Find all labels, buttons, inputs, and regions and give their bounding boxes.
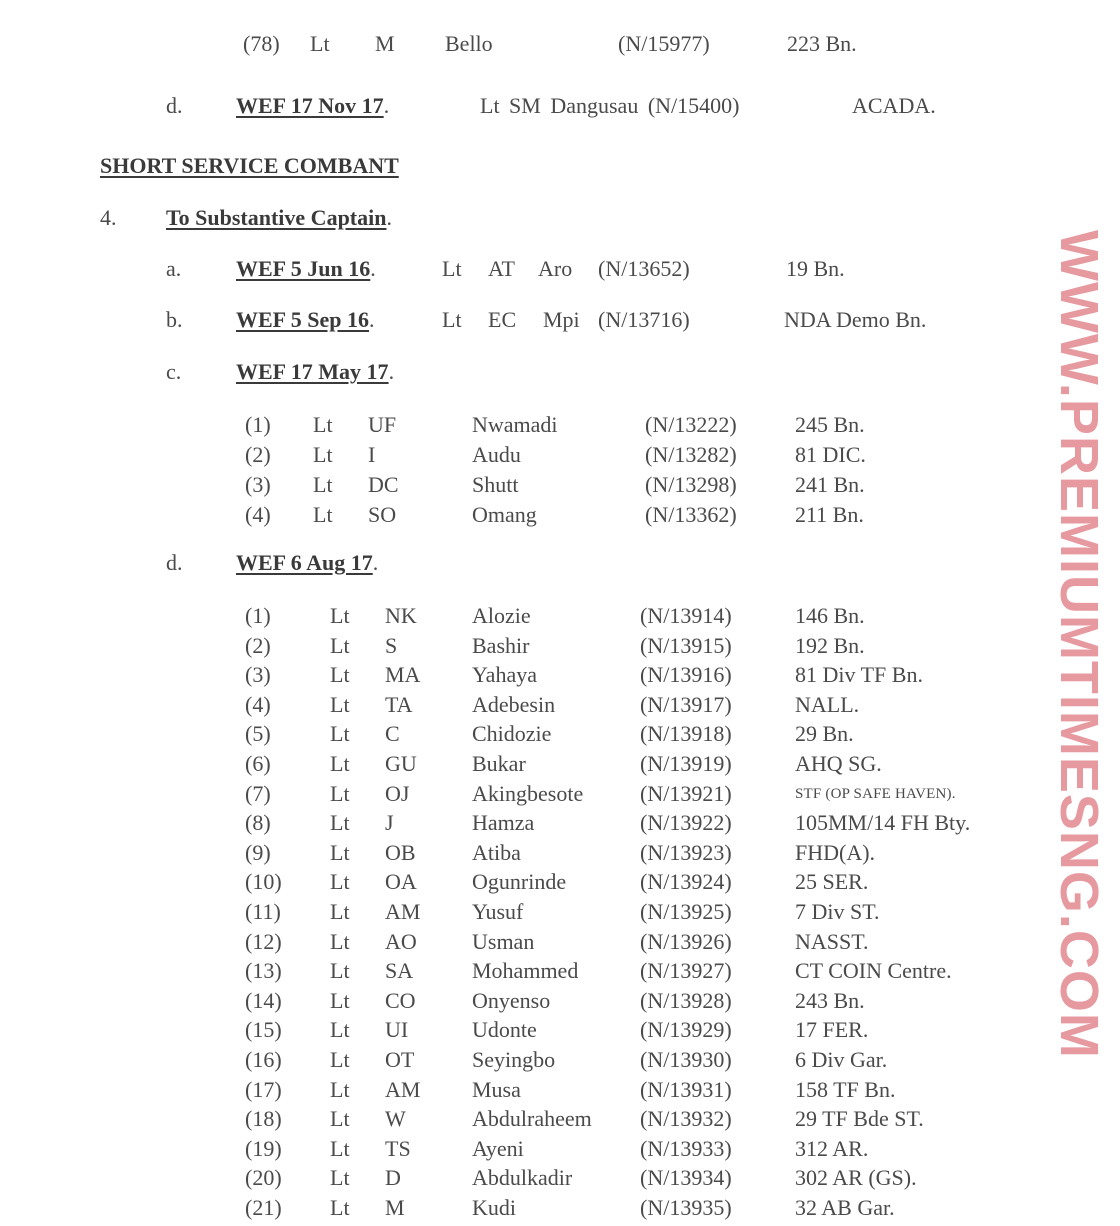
surname: Seyingbo <box>472 1047 556 1072</box>
service-number: (N/13716) <box>598 307 690 332</box>
initials: OJ <box>385 780 410 806</box>
row-number: (19) <box>245 1135 282 1161</box>
unit: 146 Bn. <box>795 603 865 628</box>
date-dot: . <box>370 256 376 281</box>
rank: Lt <box>330 1047 350 1072</box>
service-number: (N/13917) <box>640 691 732 717</box>
date-text: WEF 5 Sep 16 <box>236 307 370 332</box>
initials: EC <box>488 307 517 332</box>
para-label: d. <box>166 550 183 575</box>
initials: C <box>385 721 400 747</box>
effective-date <box>236 258 376 280</box>
rank: Lt <box>330 869 350 895</box>
service-number: (N/13931) <box>640 1076 732 1102</box>
service-number: (N/15977) <box>618 31 710 56</box>
initials: S <box>385 632 398 658</box>
service-number: (N/13927) <box>640 958 732 984</box>
service-number: (N/13922) <box>640 810 732 836</box>
rank: Lt <box>330 632 350 658</box>
rank: Lt <box>330 810 350 836</box>
unit: 7 Div ST. <box>795 899 880 924</box>
surname: Mpi <box>543 307 580 332</box>
row-number: (16) <box>245 1047 282 1072</box>
para-label: d. <box>166 93 183 118</box>
effective-date <box>236 309 375 331</box>
rank: Lt <box>330 899 350 924</box>
unit: ACADA. <box>852 93 936 118</box>
initials: SO <box>368 502 397 527</box>
initials: DC <box>368 472 399 497</box>
para-label: b. <box>166 307 183 332</box>
row-number: (8) <box>245 810 271 836</box>
effective-date <box>236 552 378 574</box>
service-number: (N/13923) <box>640 839 732 865</box>
unit: 17 FER. <box>795 1017 869 1043</box>
service-number: (N/13921) <box>640 780 732 806</box>
surname: Udonte <box>472 1017 537 1043</box>
para-label: a. <box>166 256 182 281</box>
surname: Onyenso <box>472 987 551 1013</box>
initials: OB <box>385 839 416 865</box>
rank: Lt <box>330 1106 350 1132</box>
initials: UI <box>385 1017 409 1043</box>
date-dot: . <box>372 550 379 575</box>
unit: 6 Div Gar. <box>795 1047 888 1072</box>
surname: Bello <box>445 31 493 56</box>
title-text: To Substantive Captain <box>166 205 387 230</box>
unit: 81 Div TF Bn. <box>795 662 923 688</box>
row-number: (9) <box>245 839 271 865</box>
initials: M <box>385 1195 405 1220</box>
unit: FHD(A). <box>795 839 876 865</box>
row-number: (6) <box>245 751 271 776</box>
initials: M <box>375 31 395 56</box>
rank: Lt <box>442 256 462 281</box>
surname: Bashir <box>472 632 530 658</box>
rank: Lt <box>330 987 350 1013</box>
surname: Abdulkadir <box>472 1165 573 1191</box>
row-number: (15) <box>245 1017 282 1043</box>
service-number: (N/13932) <box>640 1106 732 1132</box>
rank: Lt <box>330 958 350 984</box>
rank: Lt <box>330 1076 350 1102</box>
row-number: (2) <box>245 442 271 467</box>
rank: Lt <box>313 472 333 497</box>
initials: NK <box>385 603 417 628</box>
surname: Audu <box>472 442 521 467</box>
initials: W <box>385 1106 406 1132</box>
row-number: (13) <box>245 958 282 984</box>
rank: Lt <box>313 502 333 527</box>
unit: 158 TF Bn. <box>795 1076 896 1102</box>
rank: Lt <box>330 1195 350 1220</box>
surname: Akingbesote <box>472 780 584 806</box>
rank: Lt <box>330 603 350 628</box>
initials: MA <box>385 662 421 688</box>
row-number: (78) <box>243 31 280 56</box>
rank: Lt <box>442 307 462 332</box>
unit: NASST. <box>795 928 869 954</box>
unit: 32 AB Gar. <box>795 1195 895 1220</box>
service-number: (N/13933) <box>640 1135 732 1161</box>
row-number: (3) <box>245 662 271 688</box>
unit: NALL. <box>795 691 860 717</box>
row-number: (3) <box>245 472 271 497</box>
surname: Adebesin <box>472 691 556 717</box>
service-number: (N/13916) <box>640 662 732 688</box>
date-text: WEF 17 Nov 17 <box>236 93 384 118</box>
date-dot: . <box>369 307 375 332</box>
unit: AHQ SG. <box>795 751 882 776</box>
rank: Lt <box>330 839 350 865</box>
initials: SA <box>385 958 414 984</box>
row-number: (11) <box>245 899 281 924</box>
rank: Lt <box>330 1017 350 1043</box>
service-number: (N/13926) <box>640 928 732 954</box>
service-number: (N/13935) <box>640 1195 732 1220</box>
unit: 302 AR (GS). <box>795 1165 917 1191</box>
unit: CT COIN Centre. <box>795 958 952 984</box>
rank: Lt <box>313 412 333 437</box>
entry: Lt SM Dangusau (N/15400) <box>480 93 740 118</box>
initials: OA <box>385 869 417 895</box>
rank: Lt <box>330 751 350 776</box>
row-number: (18) <box>245 1106 282 1132</box>
surname: Abdulraheem <box>472 1106 592 1132</box>
service-number: (N/13915) <box>640 632 732 658</box>
initials: AT <box>488 256 515 281</box>
service-number: (N/13282) <box>645 442 737 467</box>
service-number: (N/13222) <box>645 412 737 437</box>
surname: Nwamadi <box>472 412 558 437</box>
service-number: (N/13929) <box>640 1017 732 1043</box>
rank: Lt <box>330 1165 350 1191</box>
rank: Lt <box>330 1135 350 1161</box>
row-number: (14) <box>245 987 282 1013</box>
rank: Lt <box>330 780 350 806</box>
service-number: (N/13914) <box>640 603 732 628</box>
row-number: (10) <box>245 869 282 895</box>
unit: 29 TF Bde ST. <box>795 1106 924 1132</box>
unit: 245 Bn. <box>795 412 865 437</box>
rank: Lt <box>330 721 350 747</box>
section-heading: SHORT SERVICE COMBANT <box>100 153 399 178</box>
unit: 25 SER. <box>795 869 869 895</box>
rank: Lt <box>330 691 350 717</box>
surname: Omang <box>472 502 537 527</box>
unit: 241 Bn. <box>795 472 865 497</box>
surname: Chidozie <box>472 721 552 747</box>
surname: Hamza <box>472 810 535 836</box>
row-number: (20) <box>245 1165 282 1191</box>
date-text: WEF 17 May 17 <box>236 359 389 384</box>
unit: 105MM/14 FH Bty. <box>795 810 971 836</box>
unit: NDA Demo Bn. <box>784 307 927 332</box>
para-number: 4. <box>100 205 117 230</box>
row-number: (1) <box>245 603 271 628</box>
unit: 19 Bn. <box>786 256 845 281</box>
initials: TS <box>385 1135 411 1161</box>
surname: Yusuf <box>472 899 524 924</box>
row-number: (12) <box>245 928 282 954</box>
date-text: WEF 6 Aug 17 <box>236 550 373 575</box>
service-number: (N/13298) <box>645 472 737 497</box>
initials: AM <box>385 899 421 924</box>
service-number: (N/13930) <box>640 1047 732 1072</box>
unit: 312 AR. <box>795 1135 869 1161</box>
unit: 243 Bn. <box>795 987 865 1013</box>
initials: CO <box>385 987 416 1013</box>
surname: Aro <box>538 256 573 281</box>
service-number: (N/13928) <box>640 987 732 1013</box>
rank: Lt <box>330 928 350 954</box>
surname: Alozie <box>472 603 531 628</box>
surname: Ogunrinde <box>472 869 567 895</box>
rank: Lt <box>313 442 333 467</box>
para-label: c. <box>166 359 182 384</box>
initials: AO <box>385 928 417 954</box>
service-number: (N/13918) <box>640 721 732 747</box>
initials: GU <box>385 751 417 776</box>
unit: 223 Bn. <box>787 31 857 56</box>
row-number: (5) <box>245 721 271 747</box>
service-number: (N/13925) <box>640 899 732 924</box>
rank: Lt <box>330 662 350 688</box>
surname: Ayeni <box>472 1135 524 1161</box>
row-number: (1) <box>245 412 271 437</box>
effective-date <box>236 361 394 383</box>
surname: Yahaya <box>472 662 537 688</box>
row-number: (4) <box>245 502 271 527</box>
service-number: (N/13652) <box>598 256 690 281</box>
unit: 29 Bn. <box>795 721 854 747</box>
unit: 211 Bn. <box>795 502 864 527</box>
initials: TA <box>385 691 413 717</box>
surname: Usman <box>472 928 535 954</box>
surname: Mohammed <box>472 958 579 984</box>
service-number: (N/13924) <box>640 869 732 895</box>
initials: J <box>385 810 394 836</box>
para-title <box>166 207 392 229</box>
surname: Kudi <box>472 1195 516 1220</box>
surname: Bukar <box>472 751 526 776</box>
date-dot: . <box>383 93 390 118</box>
service-number: (N/13919) <box>640 751 732 776</box>
service-number: (N/13362) <box>645 502 737 527</box>
surname: Atiba <box>472 839 521 865</box>
surname: Musa <box>472 1076 521 1102</box>
unit: 81 DIC. <box>795 442 866 467</box>
unit: 192 Bn. <box>795 632 865 658</box>
initials: AM <box>385 1076 421 1102</box>
row-number: (7) <box>245 780 271 806</box>
row-number: (17) <box>245 1076 282 1102</box>
initials: OT <box>385 1047 415 1072</box>
row-number: (2) <box>245 632 271 658</box>
row-number: (4) <box>245 691 271 717</box>
initials: UF <box>368 412 397 437</box>
row-number: (21) <box>245 1195 282 1220</box>
surname: Shutt <box>472 472 519 497</box>
date-text: WEF 5 Jun 16 <box>236 256 371 281</box>
watermark: WWW.PREMIUMTIMESNG.COM <box>1049 230 1109 1059</box>
date-dot: . <box>388 359 395 384</box>
title-dot: . <box>386 205 392 230</box>
rank: Lt <box>310 31 330 56</box>
service-number: (N/13934) <box>640 1165 732 1191</box>
effective-date <box>236 95 389 117</box>
initials: D <box>385 1165 401 1191</box>
initials: I <box>368 442 376 467</box>
unit: STF (OP SAFE HAVEN). <box>795 785 956 802</box>
